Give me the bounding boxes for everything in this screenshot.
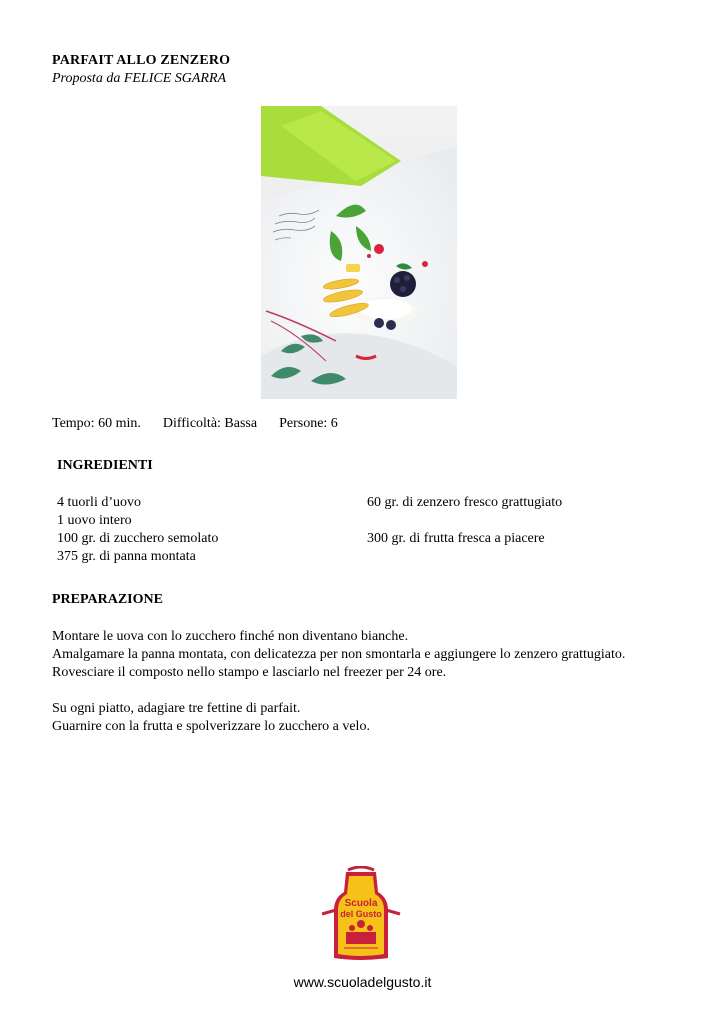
recipe-author: Proposta da FELICE SGARRA [52, 71, 227, 86]
recipe-title: PARFAIT ALLO ZENZERO [52, 53, 231, 68]
preparation-step: Guarnire con la frutta e spolverizzare lo zucchero a velo. [52, 719, 370, 734]
ingredients-right-column [367, 494, 562, 548]
preparation-step: Su ogni piatto, adagiare tre fettine di parfait. [52, 701, 301, 716]
ingredient-item: 375 gr. di panna montata [57, 549, 196, 564]
logo-text-line1: Scuola [344, 898, 378, 909]
recipe-meta [52, 416, 338, 432]
difficulty-text: Difficoltà: Bassa [162, 416, 258, 431]
preparation-step: Amalgamare la panna montata, con delicatezza per non smontarla e aggiungere lo zenzero grattugiato. [52, 647, 626, 662]
website-text[interactable]: www.scuoladelgusto.it [293, 974, 432, 990]
website-url[interactable] [0, 974, 725, 990]
ingredient-item: 4 tuorli d’uovo [57, 495, 141, 510]
ingredients-heading: INGREDIENTI [57, 458, 153, 473]
preparation-text [52, 628, 625, 736]
scuola-del-gusto-logo [318, 866, 404, 964]
logo-text-line2: del Gusto [340, 909, 382, 919]
time-text: Tempo: 60 min. [52, 416, 141, 431]
servings-text: Persone: 6 [279, 416, 338, 431]
ingredient-item: 60 gr. di zenzero fresco grattugiato [367, 495, 563, 510]
preparation-heading: PREPARAZIONE [52, 592, 163, 607]
dish-photo [261, 106, 457, 399]
preparation-step: Montare le uova con lo zucchero finché non diventano bianche. [52, 629, 409, 644]
ingredient-item: 100 gr. di zucchero semolato [57, 531, 219, 546]
ingredient-item: 300 gr. di frutta fresca a piacere [367, 531, 545, 546]
ingredients-left-column [57, 494, 218, 566]
ingredient-spacer [367, 512, 562, 530]
preparation-step: Rovesciare il composto nello stampo e lasciarlo nel freezer per 24 ore. [52, 665, 447, 680]
ingredient-item: 1 uovo intero [57, 513, 132, 528]
